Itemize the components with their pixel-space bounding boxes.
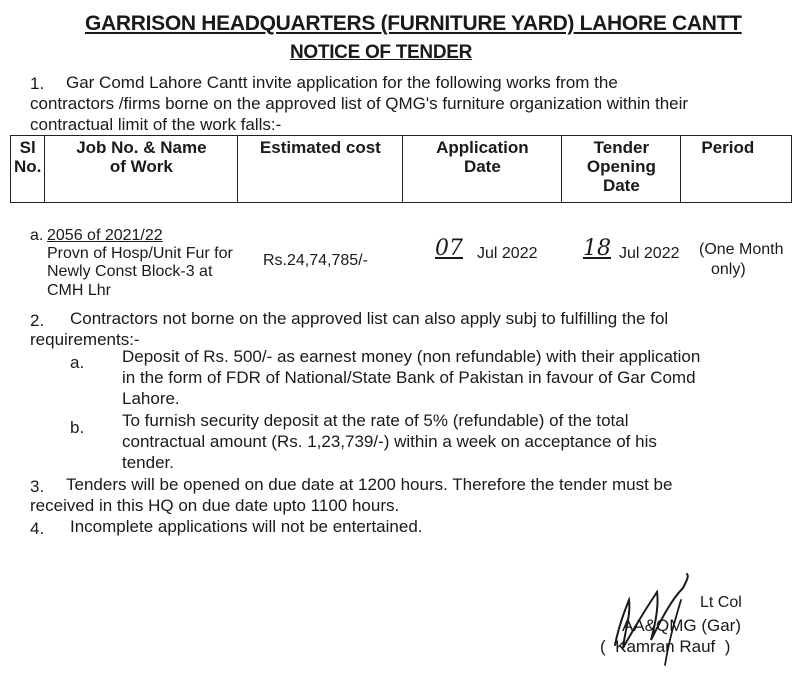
period-line2: only) bbox=[711, 261, 746, 278]
application-day: 07 bbox=[435, 236, 463, 261]
requirement-a-label: a. bbox=[70, 353, 85, 372]
notice-subtitle: NOTICE OF TENDER bbox=[290, 42, 473, 63]
para1-line2: contractors /firms borne on the approved list of QMG's furniture organization within their bbox=[30, 94, 689, 113]
requirement-b-line3: tender. bbox=[122, 453, 174, 472]
signature-rank: Lt Col bbox=[700, 594, 742, 611]
requirement-b-label: b. bbox=[70, 418, 85, 437]
estimated-cost: Rs.24,74,785/- bbox=[263, 252, 368, 269]
row-label: a. bbox=[30, 227, 44, 244]
header-estimated-cost: Estimated cost bbox=[238, 136, 403, 203]
job-number: 2056 of 2021/22 bbox=[47, 227, 163, 244]
application-month-year: Jul 2022 bbox=[477, 245, 538, 262]
job-name-line1: Provn of Hosp/Unit Fur for bbox=[47, 245, 233, 262]
para2-line1: Contractors not borne on the approved list can also apply subj to fulfilling the fol bbox=[70, 309, 669, 328]
para3-line2: received in this HQ on due date upto 1100 hours. bbox=[30, 496, 400, 515]
para1-line1: Gar Comd Lahore Cantt invite application for the following works from the bbox=[66, 73, 618, 92]
requirement-b-line2: contractual amount (Rs. 1,23,739/-) within a week on acceptance of his bbox=[122, 432, 657, 451]
para3-line1: Tenders will be opened on due date at 1200 hours. Therefore the tender must be bbox=[66, 475, 673, 494]
requirement-a-line2: in the form of FDR of National/State Bank of Pakistan in favour of Gar Comd bbox=[122, 368, 696, 387]
tender-opening-month-year: Jul 2022 bbox=[619, 245, 680, 262]
header-period: Period bbox=[681, 136, 792, 203]
header-job: Job No. & Name of Work bbox=[45, 136, 238, 203]
para2-number: 2. bbox=[30, 311, 45, 330]
para2-line2: requirements:- bbox=[30, 330, 140, 349]
tender-opening-day: 18 bbox=[583, 236, 611, 261]
para1-line3: contractual limit of the work falls:- bbox=[30, 115, 282, 134]
para3-number: 3. bbox=[30, 477, 45, 496]
notice-title: GARRISON HEADQUARTERS (FURNITURE YARD) LAHORE CANTT bbox=[85, 12, 742, 35]
signature-appointment: AA&QMG (Gar) bbox=[622, 616, 742, 635]
header-application-date: Application Date bbox=[403, 136, 562, 203]
requirement-a-line1: Deposit of Rs. 500/- as earnest money (non refundable) with their application bbox=[122, 347, 701, 366]
header-sl-no: Sl No. bbox=[11, 136, 45, 203]
header-tender-opening-date: Tender Opening Date bbox=[562, 136, 681, 203]
requirement-a-line3: Lahore. bbox=[122, 389, 180, 408]
para4-line1: Incomplete applications will not be entertained. bbox=[70, 517, 423, 536]
period-line1: (One Month bbox=[699, 241, 784, 258]
tender-table-header bbox=[10, 135, 792, 203]
requirement-b-line1: To furnish security deposit at the rate of 5% (refundable) of the total bbox=[122, 411, 629, 430]
para4-number: 4. bbox=[30, 519, 45, 538]
signature-name: ( Kamran Rauf ) bbox=[600, 637, 731, 656]
job-name-line3: CMH Lhr bbox=[47, 282, 112, 299]
para1-number: 1. bbox=[30, 74, 45, 93]
job-name-line2: Newly Const Block-3 at bbox=[47, 263, 213, 280]
